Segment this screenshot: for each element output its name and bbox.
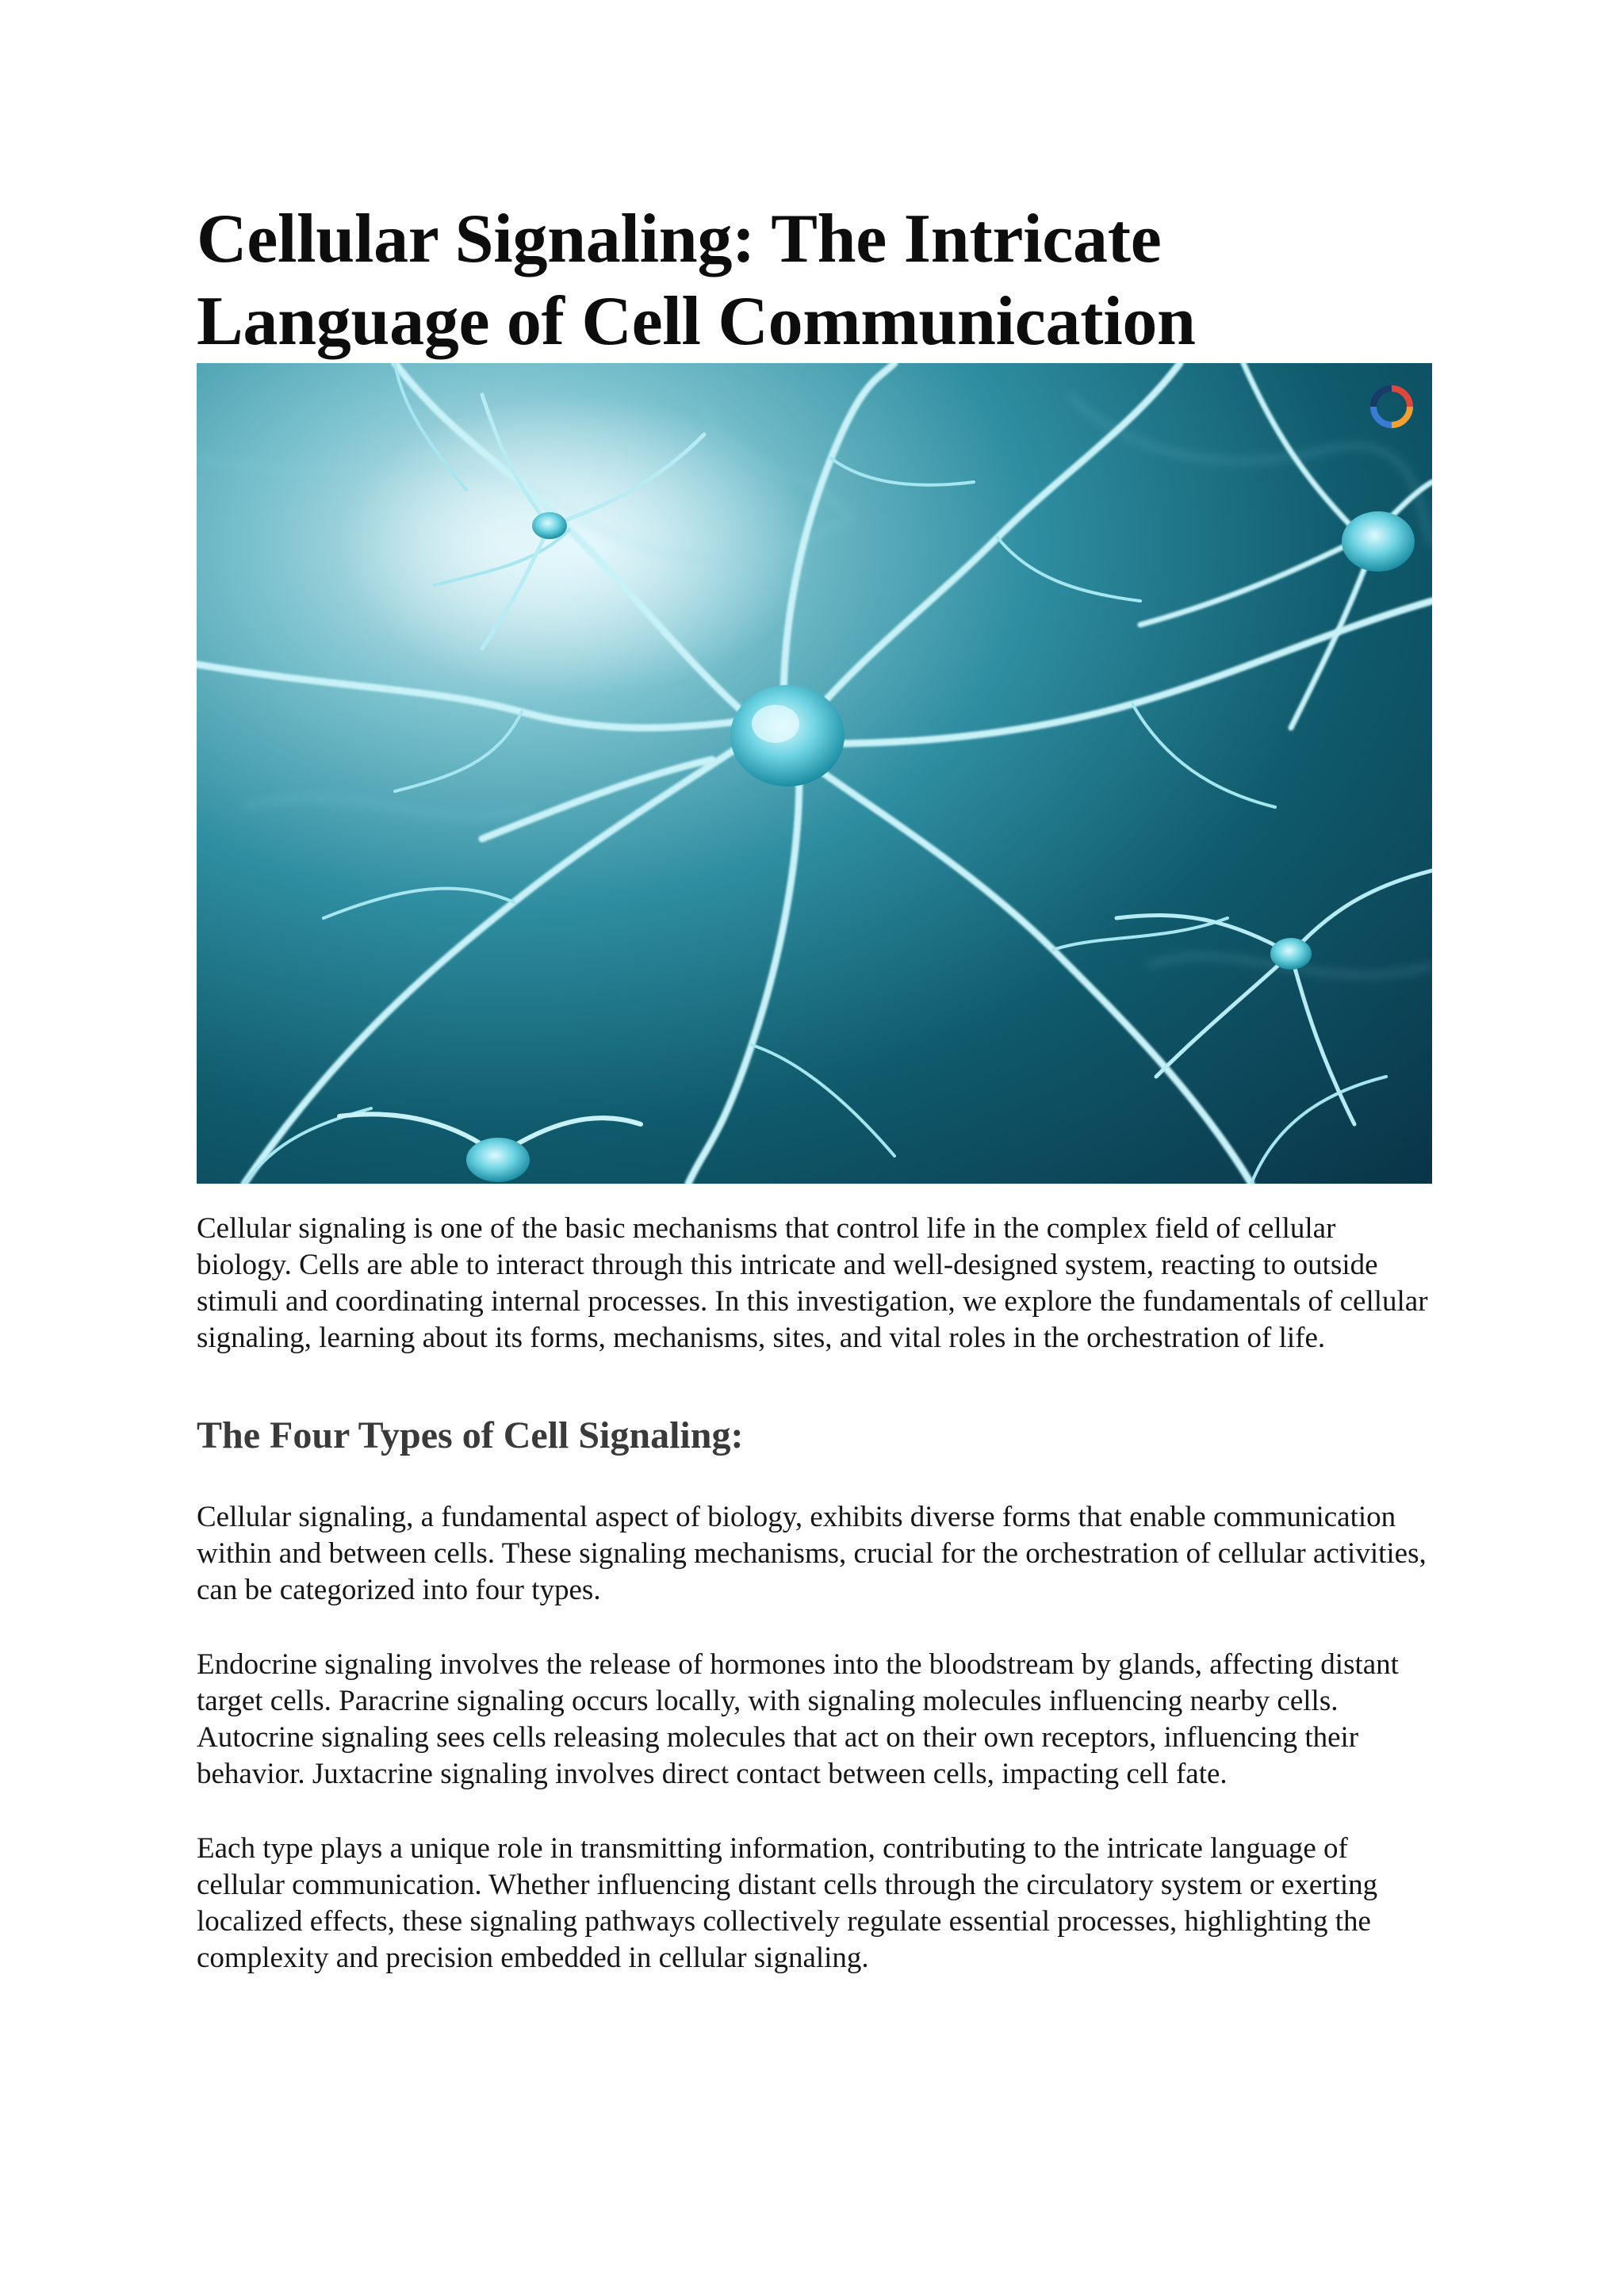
neuron-hero-image <box>197 363 1432 1184</box>
article-title <box>197 198 1434 363</box>
neuron-illustration <box>197 363 1432 1184</box>
article <box>197 198 1434 1976</box>
section-heading: The Four Types of Cell Signaling: <box>197 1414 744 1456</box>
title-line-1: Cellular Signaling: The Intricate <box>197 201 1162 277</box>
light-haze <box>339 395 815 696</box>
section-paragraph-2: Endocrine signaling involves the release of hormones into the bloodstream by glands, affecting distant target cells. Paracrine signaling occurs locally, with signaling molecules influencing nearby cells. Autocrine signaling sees cells releasing molecules that act on their own receptors, influencing their behavior. Juxtacrine signaling involves direct contact between cells, impacting cell fate. <box>197 1648 1399 1790</box>
publisher-logo-icon <box>1369 384 1415 430</box>
intro-paragraph: Cellular signaling is one of the basic mechanisms that control life in the complex field of cellular biology. Cells are able to interact through this intricate and well-designed system, reacting to outside stimuli and coordinating internal processes. In this investigation, we explore the fundamentals of cellular signaling, learning about its forms, mechanisms, sites, and vital roles in the orchestration of life. <box>197 1212 1428 1354</box>
lower-right-neuron <box>1116 871 1432 1124</box>
section-paragraph-3: Each type plays a unique role in transmitting information, contributing to the intricate language of cellular communication. Whether influencing distant cells through the circulatory system or exerting localized effects, these signaling pathways collectively regulate essential processes, highlighting the complexity and precision embedded in cellular signaling. <box>197 1832 1378 1974</box>
soma-nucleus <box>752 705 799 743</box>
bottom-left-neuron <box>339 1114 641 1182</box>
title-line-2: Language of Cell Communication <box>197 283 1196 360</box>
section-paragraph-1: Cellular signaling, a fundamental aspect of biology, exhibits diverse forms that enable communication within and between cells. These signaling mechanisms, crucial for the orchestration of cellular activities, can be categorized into four types. <box>197 1501 1427 1606</box>
